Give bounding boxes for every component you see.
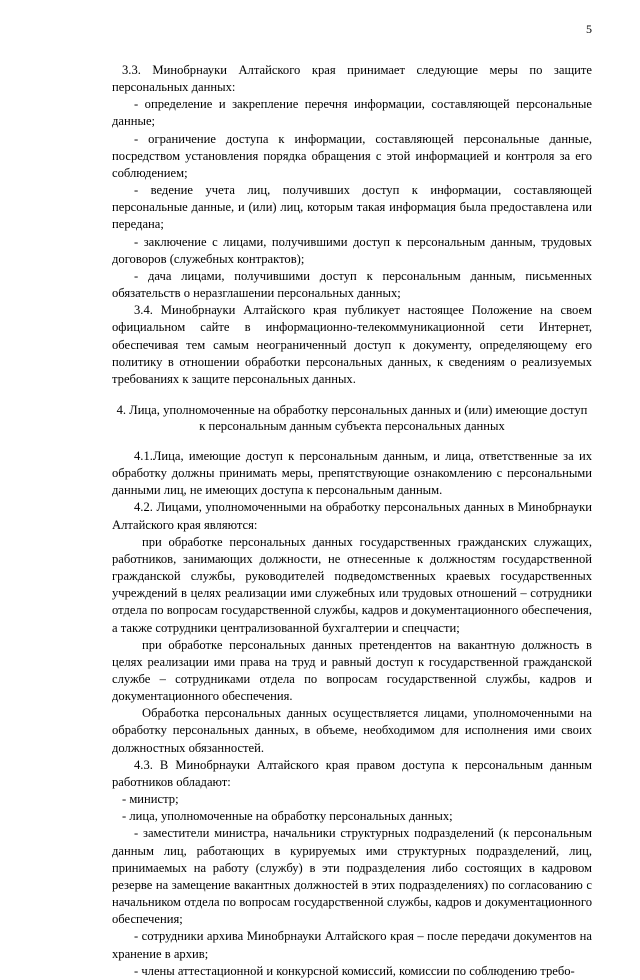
list-item: - ограничение доступа к информации, составляющей персональные данные, посредством установления порядка обращения с этой информацией и контроля за его соблюдением; (112, 131, 592, 180)
list-item: - сотрудники архива Минобрнауки Алтайского края – после передачи документов на хранение в архив; (112, 929, 592, 961)
list-item: - министр; (122, 792, 179, 807)
paragraph: Обработка персональных данных осуществляется лицами, уполномоченными на обработку персональных данных, в объеме, необходимом для исполнения ими своих должностных обязанностей. (112, 706, 592, 755)
page-number: 5 (586, 22, 592, 36)
paragraph: 3.4. Минобрнауки Алтайского края публикует настоящее Положение на своем официальном сайте в информационно-телекоммуникационной сети Интернет, обеспечивая тем самым неограниченный доступ к документу, определяющему его политику в отношении обработки персональных данных, к сведениям о реализуемых требованиях к защите персональных данных. (112, 303, 592, 386)
list-item: - члены аттестационной и конкурсной комиссий, комиссии по соблюдению требо- (134, 963, 575, 978)
list-item: - заключение с лицами, получившими доступ к персональным данным, трудовых договоров (служебных контрактов); (112, 234, 592, 266)
list-item: - заместители министра, начальники структурных подразделений (к персональным данным лиц, работающих в курируемых ими структурных подразделений, лиц, принимаемых на работу (службу) в эти подразделения либо состоящих в кадровом резерве на замещение вакантных должностей в этих подразделениях) по согласованию с начальником отдела по вопросам государственной службы, кадров и документационного обеспечения; (112, 826, 592, 927)
paragraph: 4.2. Лицами, уполномоченными на обработку персональных данных в Минобрнауки Алтайского края являются: (112, 500, 592, 532)
list-item: - ведение учета лиц, получивших доступ к информации, составляющей персональные данные, и (или) лиц, которым такая информация была предоставлена или передана; (112, 183, 592, 232)
paragraph: 4.3. В Минобрнауки Алтайского края правом доступа к персональным данным работников обладают: (112, 757, 592, 789)
paragraph: при обработке персональных данных претендентов на вакантную должность в целях реализации ими права на труд и равный доступ к государственной гражданской службе – сотрудниками отдела по вопросам государственной службы, кадров и документационного обеспечения. (112, 637, 592, 704)
section-heading: 4. Лица, уполномоченные на обработку персональных данных и (или) имеющие доступ к персональным данным субъекта персональных данных (116, 402, 588, 433)
paragraph: 4.1.Лица, имеющие доступ к персональным данным, и лица, ответственные за их обработку должны принимать меры, препятствующие ознакомлению с персональными данными лиц, не имеющих доступа к персональным данным. (112, 448, 592, 498)
list-item: - лица, уполномоченные на обработку персональных данных; (122, 809, 453, 824)
list-item: - определение и закрепление перечня информации, составляющей персональные данные; (112, 97, 592, 129)
document-body (112, 62, 592, 980)
list-item: - дача лицами, получившими доступ к персональным данным, письменных обязательств о неразглашении персональных данных; (112, 268, 592, 301)
paragraph: 3.3. Минобрнауки Алтайского края принимает следующие меры по защите персональных данных: (112, 63, 592, 95)
paragraph: при обработке персональных данных государственных гражданских служащих, работников, занимающих должности, не отнесенные к должностям государственной гражданской службы, руководителей подведомственных краевых государственных учреждений в целях реализации ими служебных или трудовых отношений – сотрудники отдела по вопросам государственной службы, кадров и документационного обеспечения, а также сотрудники централизованной бухгалтерии и спецчасти; (112, 534, 592, 635)
